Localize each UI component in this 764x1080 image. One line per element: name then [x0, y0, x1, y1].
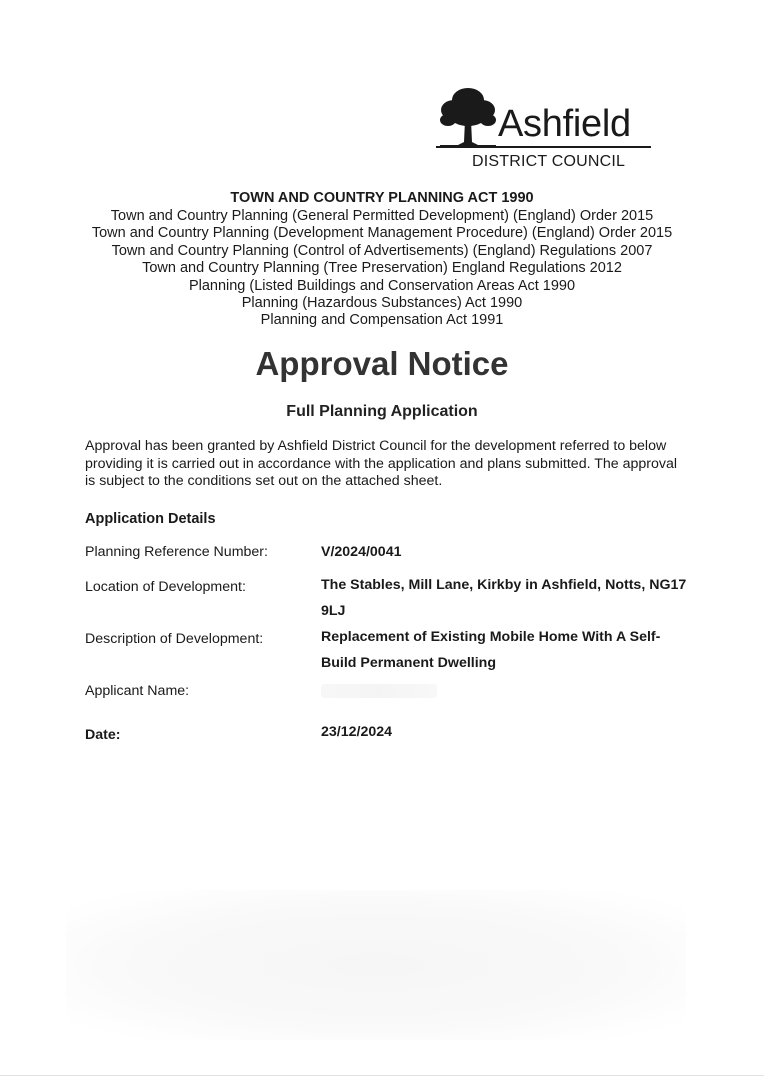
- legislation-line: Planning (Hazardous Substances) Act 1990: [241, 295, 523, 312]
- redacted-footer: [66, 890, 686, 1040]
- page-edge: [0, 1075, 764, 1076]
- notice-intro: Approval has been granted by Ashfield District Council for the development referred to below providing it is carried out in accordance with the application and plans submitted. The approval is subject to the conditions set out on the attached sheet.: [85, 438, 678, 489]
- logo-rule: [436, 146, 651, 148]
- notice-subtitle: Full Planning Application: [286, 403, 478, 420]
- legislation-line: Planning and Compensation Act 1991: [260, 312, 504, 329]
- location-value: The Stables, Mill Lane, Kirkby in Ashfield, Notts, NG17 9LJ: [321, 577, 687, 619]
- logo-subtitle: DISTRICT COUNCIL: [472, 153, 626, 170]
- council-logo: [436, 82, 652, 174]
- applicant-label: Applicant Name:: [85, 683, 190, 699]
- reference-label: Planning Reference Number:: [85, 544, 268, 560]
- details-heading: Application Details: [85, 511, 216, 527]
- description-label: Description of Development:: [85, 631, 264, 647]
- logo-name: Ashfield: [498, 103, 631, 145]
- legislation-line: Town and Country Planning (Control of Advertisements) (England) Regulations 2007: [111, 242, 653, 259]
- description-value: Replacement of Existing Mobile Home With A Self-Build Permanent Dwelling: [321, 629, 661, 671]
- date-label: Date:: [85, 727, 121, 743]
- redacted-applicant-name: [321, 684, 437, 698]
- legislation-line: Town and Country Planning (General Permitted Development) (England) Order 2015: [110, 208, 654, 224]
- date-value: 23/12/2024: [321, 724, 393, 740]
- legislation-block: [0, 190, 764, 330]
- legislation-line: Planning (Listed Buildings and Conservation Areas Act 1990: [188, 277, 576, 294]
- legislation-line: Town and Country Planning (Development Management Procedure) (England) Order 2015: [91, 225, 673, 242]
- notice-title: Approval Notice: [255, 345, 509, 382]
- legislation-title: TOWN AND COUNTRY PLANNING ACT 1990: [230, 190, 534, 206]
- tree-icon: [438, 84, 498, 148]
- location-label: Location of Development:: [85, 579, 246, 595]
- reference-value: V/2024/0041: [321, 544, 402, 560]
- legislation-line: Town and Country Planning (Tree Preservation) England Regulations 2012: [142, 260, 622, 277]
